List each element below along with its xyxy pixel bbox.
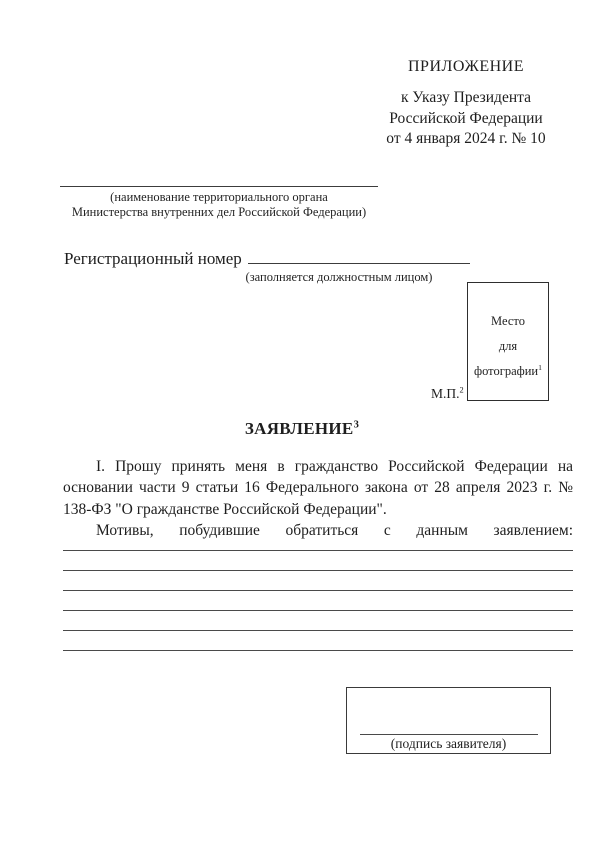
appendix-line-3: от 4 января 2024 г. № 10 — [386, 130, 546, 147]
appendix-header — [378, 58, 554, 150]
stamp-footnote-marker: 2 — [459, 385, 464, 395]
request-paragraph: I. Прошу принять меня в гражданство Российской Федерации на основании части 9 статьи 16 Федерального закона от 28 апреля 2023 г. № 138-ФЗ "О гражданстве Российской Федерации". — [63, 458, 573, 518]
appendix-title: ПРИЛОЖЕНИЕ — [407, 58, 524, 75]
photo-box-line-2: для — [498, 339, 518, 353]
territorial-organ-caption-1: (наименование территориального органа — [110, 190, 328, 204]
ruled-line — [63, 531, 573, 551]
signature-box — [346, 687, 551, 754]
photo-placeholder-box — [467, 282, 549, 401]
ruled-line — [63, 631, 573, 651]
stamp-place-label: М.П.$^2$ — [431, 385, 464, 401]
signature-caption: (подпись заявителя) — [390, 736, 507, 751]
application-title: ЗАЯВЛЕНИЕ$^3$ — [244, 419, 360, 438]
appendix-line-2: Российской Федерации — [389, 109, 543, 127]
appendix-line-1: к Указу Президента — [401, 89, 531, 106]
ruled-line — [63, 591, 573, 611]
ruled-line — [63, 571, 573, 591]
registration-number-label: Регистрационный номер — [64, 249, 242, 268]
ruled-line — [63, 551, 573, 571]
motives-label: Мотивы, побудившие обратиться с данным заявлением: — [96, 521, 573, 539]
territorial-organ-blank-line — [60, 186, 378, 187]
photo-box-line-1: Место — [491, 314, 525, 328]
signature-blank-line — [360, 734, 538, 735]
registration-number-blank-line — [248, 249, 470, 264]
application-title-footnote-marker: 3 — [353, 419, 360, 431]
application-body — [63, 456, 573, 541]
registration-number-caption: (заполняется должностным лицом) — [245, 270, 433, 284]
territorial-organ-section — [60, 186, 378, 220]
photo-footnote-marker: 1 — [538, 362, 542, 372]
territorial-organ-caption-2: Министерства внутренних дел Российской Федерации) — [71, 205, 367, 219]
motive-lines — [63, 531, 573, 651]
photo-box-line-3: фотографии$^1$ — [473, 362, 542, 378]
registration-number-row — [64, 249, 470, 269]
ruled-line — [63, 611, 573, 631]
